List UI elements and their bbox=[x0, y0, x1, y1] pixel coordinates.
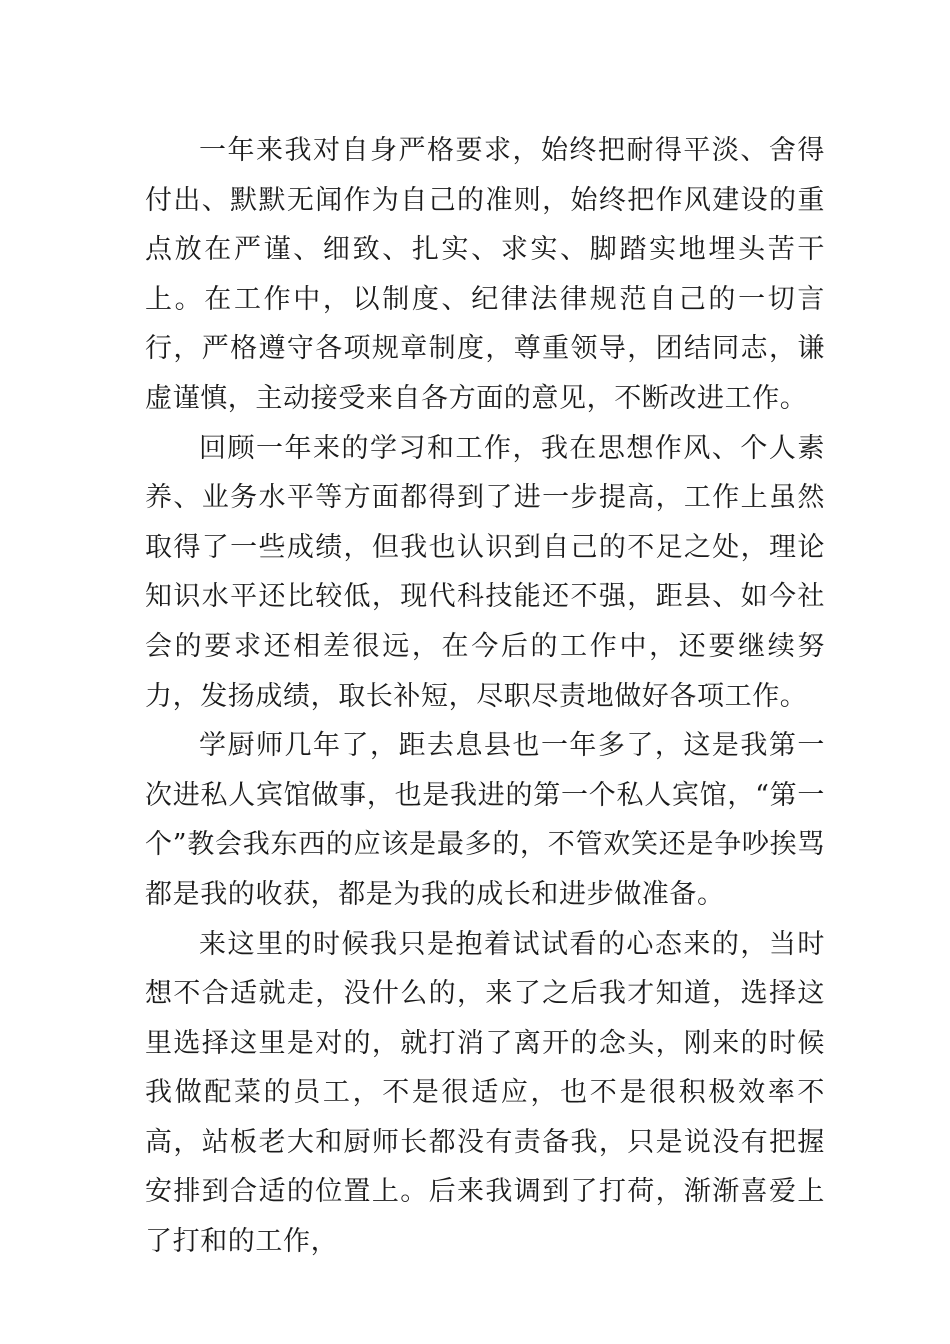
paragraph-3: 学厨师几年了，距去息县也一年多了，这是我第一次进私人宾馆做事，也是我进的第一个私人宾馆，“第一个”教会我东西的应该是最多的，不管欢笑还是争吵挨骂都是我的收获，都是为我的成长和进步做准备。 bbox=[145, 730, 825, 910]
paragraph-4: 来这里的时候我只是抱着试试看的心态来的，当时想不合适就走，没什么的，来了之后我才知道，选择这里选择这里是对的，就打消了离开的念头，刚来的时候我做配菜的员工，不是很适应，也不是很积极效率不高，站板老大和厨师长都没有责备我，只是说没有把握安排到合适的位置上。后来我调到了打荷，渐渐喜爱上了打和的工作， bbox=[145, 928, 825, 1258]
paragraph-2: 回顾一年来的学习和工作，我在思想作风、个人素养、业务水平等方面都得到了进一步提高，工作上虽然取得了一些成绩，但我也认识到自己的不足之处，理论知识水平还比较低，现代科技能还不强，距县、如今社会的要求还相差很远，在今后的工作中，还要继续努力，发扬成绩，取长补短，尽职尽责地做好各项工作。 bbox=[145, 432, 825, 712]
document-body bbox=[145, 126, 825, 1267]
paragraph-1: 一年来我对自身严格要求，始终把耐得平淡、舍得付出、默默无闻作为自己的准则，始终把作风建设的重点放在严谨、细致、扎实、求实、脚踏实地埋头苦干上。在工作中，以制度、纪律法律规范自己的一切言行，严格遵守各项规章制度，尊重领导，团结同志，谦虚谨慎，主动接受来自各方面的意见，不断改进工作。 bbox=[145, 135, 825, 414]
